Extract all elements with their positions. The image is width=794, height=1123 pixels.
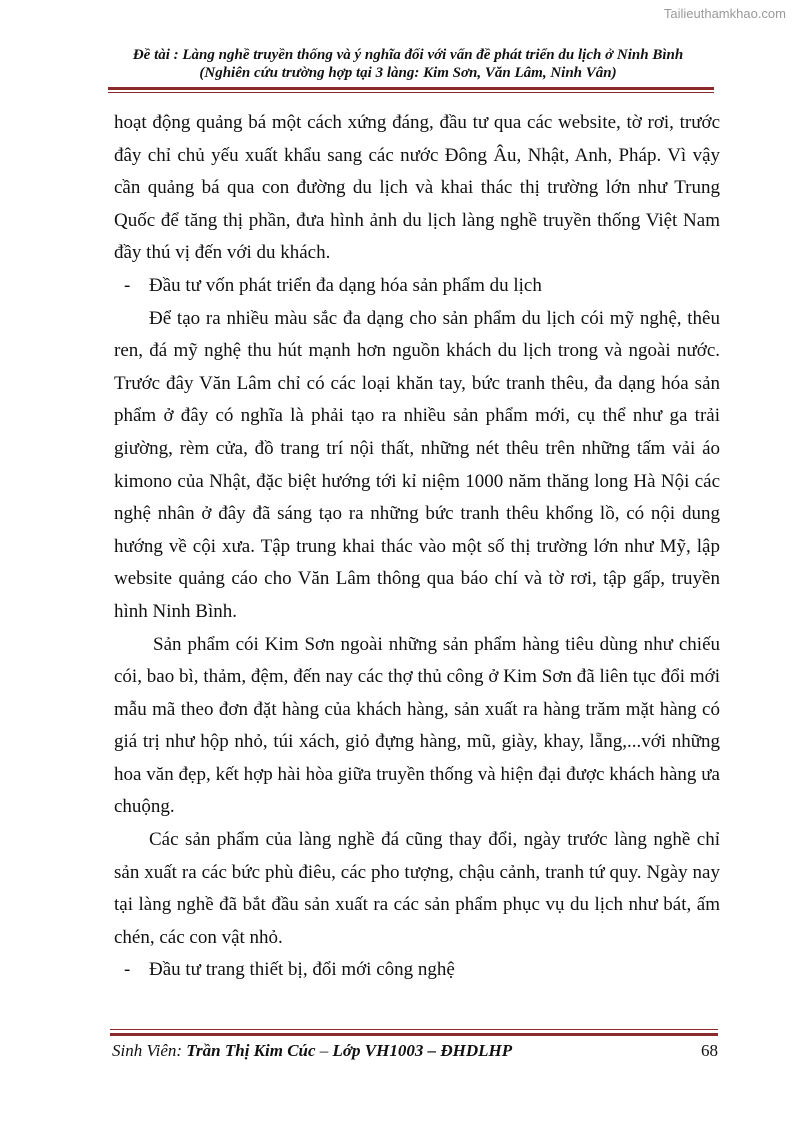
header-divider-thick xyxy=(108,87,714,90)
footer-divider-thick xyxy=(110,1033,718,1036)
page-header xyxy=(108,46,708,82)
header-divider-thin xyxy=(108,92,714,93)
footer-label: Sinh Viên: xyxy=(112,1041,187,1060)
page-number: 68 xyxy=(701,1041,718,1060)
footer-separator: – xyxy=(315,1041,333,1060)
paragraph-1: hoạt động quảng bá một cách xứng đáng, đầu tư qua các website, tờ rơi, trước đây chỉ chủ yếu xuất khẩu sang các nước Đông Âu, Nhật, Anh, Pháp. Vì vậy cần quảng bá qua con đường du lịch và khai thác thị trường lớn như Trung Quốc để tăng thị phần, đưa hình ảnh du lịch làng nghề truyền thống Việt Nam đầy thú vị đến với du khách. xyxy=(114,112,720,264)
document-body xyxy=(114,107,720,987)
bullet-text-2: Đầu tư trang thiết bị, đổi mới công nghệ xyxy=(149,959,455,981)
watermark-text: Tailieuthamkhao.com xyxy=(663,6,786,21)
footer-student-name: Trần Thị Kim Cúc xyxy=(186,1041,316,1060)
bullet-item-1 xyxy=(114,270,720,303)
header-title-line1: Đề tài : Làng nghề truyền thống và ý nghĩa đối với vấn đề phát triển du lịch ở Ninh Bình xyxy=(132,47,684,63)
footer-class-info: Lớp VH1003 – ĐHDLHP xyxy=(332,1041,513,1060)
paragraph-4: Các sản phẩm của làng nghề đá cũng thay đổi, ngày trước làng nghề chỉ sản xuất ra các bức phù điêu, các pho tượng, chậu cảnh, tranh tứ quy. Ngày nay tại làng nghề đã bắt đầu sản xuất ra các sản phẩm phục vụ du lịch như bát, ấm chén, các con vật nhỏ. xyxy=(114,829,720,948)
paragraph-3: Sản phẩm cói Kim Sơn ngoài những sản phẩm hàng tiêu dùng như chiếu cói, bao bì, thảm, đệm, đến nay các thợ thủ công ở Kim Sơn đã liên tục đổi mới mẫu mã theo đơn đặt hàng của khách hàng, sản xuất ra hàng trăm mặt hàng có giá trị như hộp nhỏ, túi xách, giỏ đựng hàng, mũ, giày, khay, lẵng,...với những hoa văn đẹp, kết hợp hài hòa giữa truyền thống và hiện đại được khách hàng ưa chuộng. xyxy=(114,633,720,818)
bullet-item-2 xyxy=(114,954,720,987)
paragraph-2: Để tạo ra nhiều màu sắc đa dạng cho sản phẩm du lịch cói mỹ nghệ, thêu ren, đá mỹ nghệ thu hút mạnh hơn nguồn khách du lịch trong và ngoài nước. Trước đây Văn Lâm chỉ có các loại khăn tay, bức tranh thêu, đa dạng hóa sản phẩm ở đây có nghĩa là phải tạo ra nhiều sản phẩm mới, cụ thể như ga trải giường, rèm cửa, đồ trang trí nội thất, những nét thêu trên những tấm vải áo kimono của Nhật, đặc biệt hướng tới kỉ niệm 1000 năm thăng long Hà Nội các nghệ nhân ở đây đã sáng tạo ra những bức tranh thêu khổng lồ, có nội dung hướng về cội xưa. Tập trung khai thác vào một số thị trường lớn như Mỹ, lập website quảng cáo cho Văn Lâm thông qua báo chí và tờ rơi, tập gấp, truyền hình Ninh Bình. xyxy=(114,307,720,622)
page-footer xyxy=(112,1041,718,1061)
bullet-text-1: Đầu tư vốn phát triển đa dạng hóa sản phẩm du lịch xyxy=(149,274,542,296)
header-title-line2: (Nghiên cứu trường hợp tại 3 làng: Kim Sơn, Văn Lâm, Ninh Vân) xyxy=(199,65,617,81)
bullet-dash: - xyxy=(124,274,131,296)
footer-divider-thin xyxy=(110,1029,718,1030)
bullet-dash: - xyxy=(124,959,131,981)
